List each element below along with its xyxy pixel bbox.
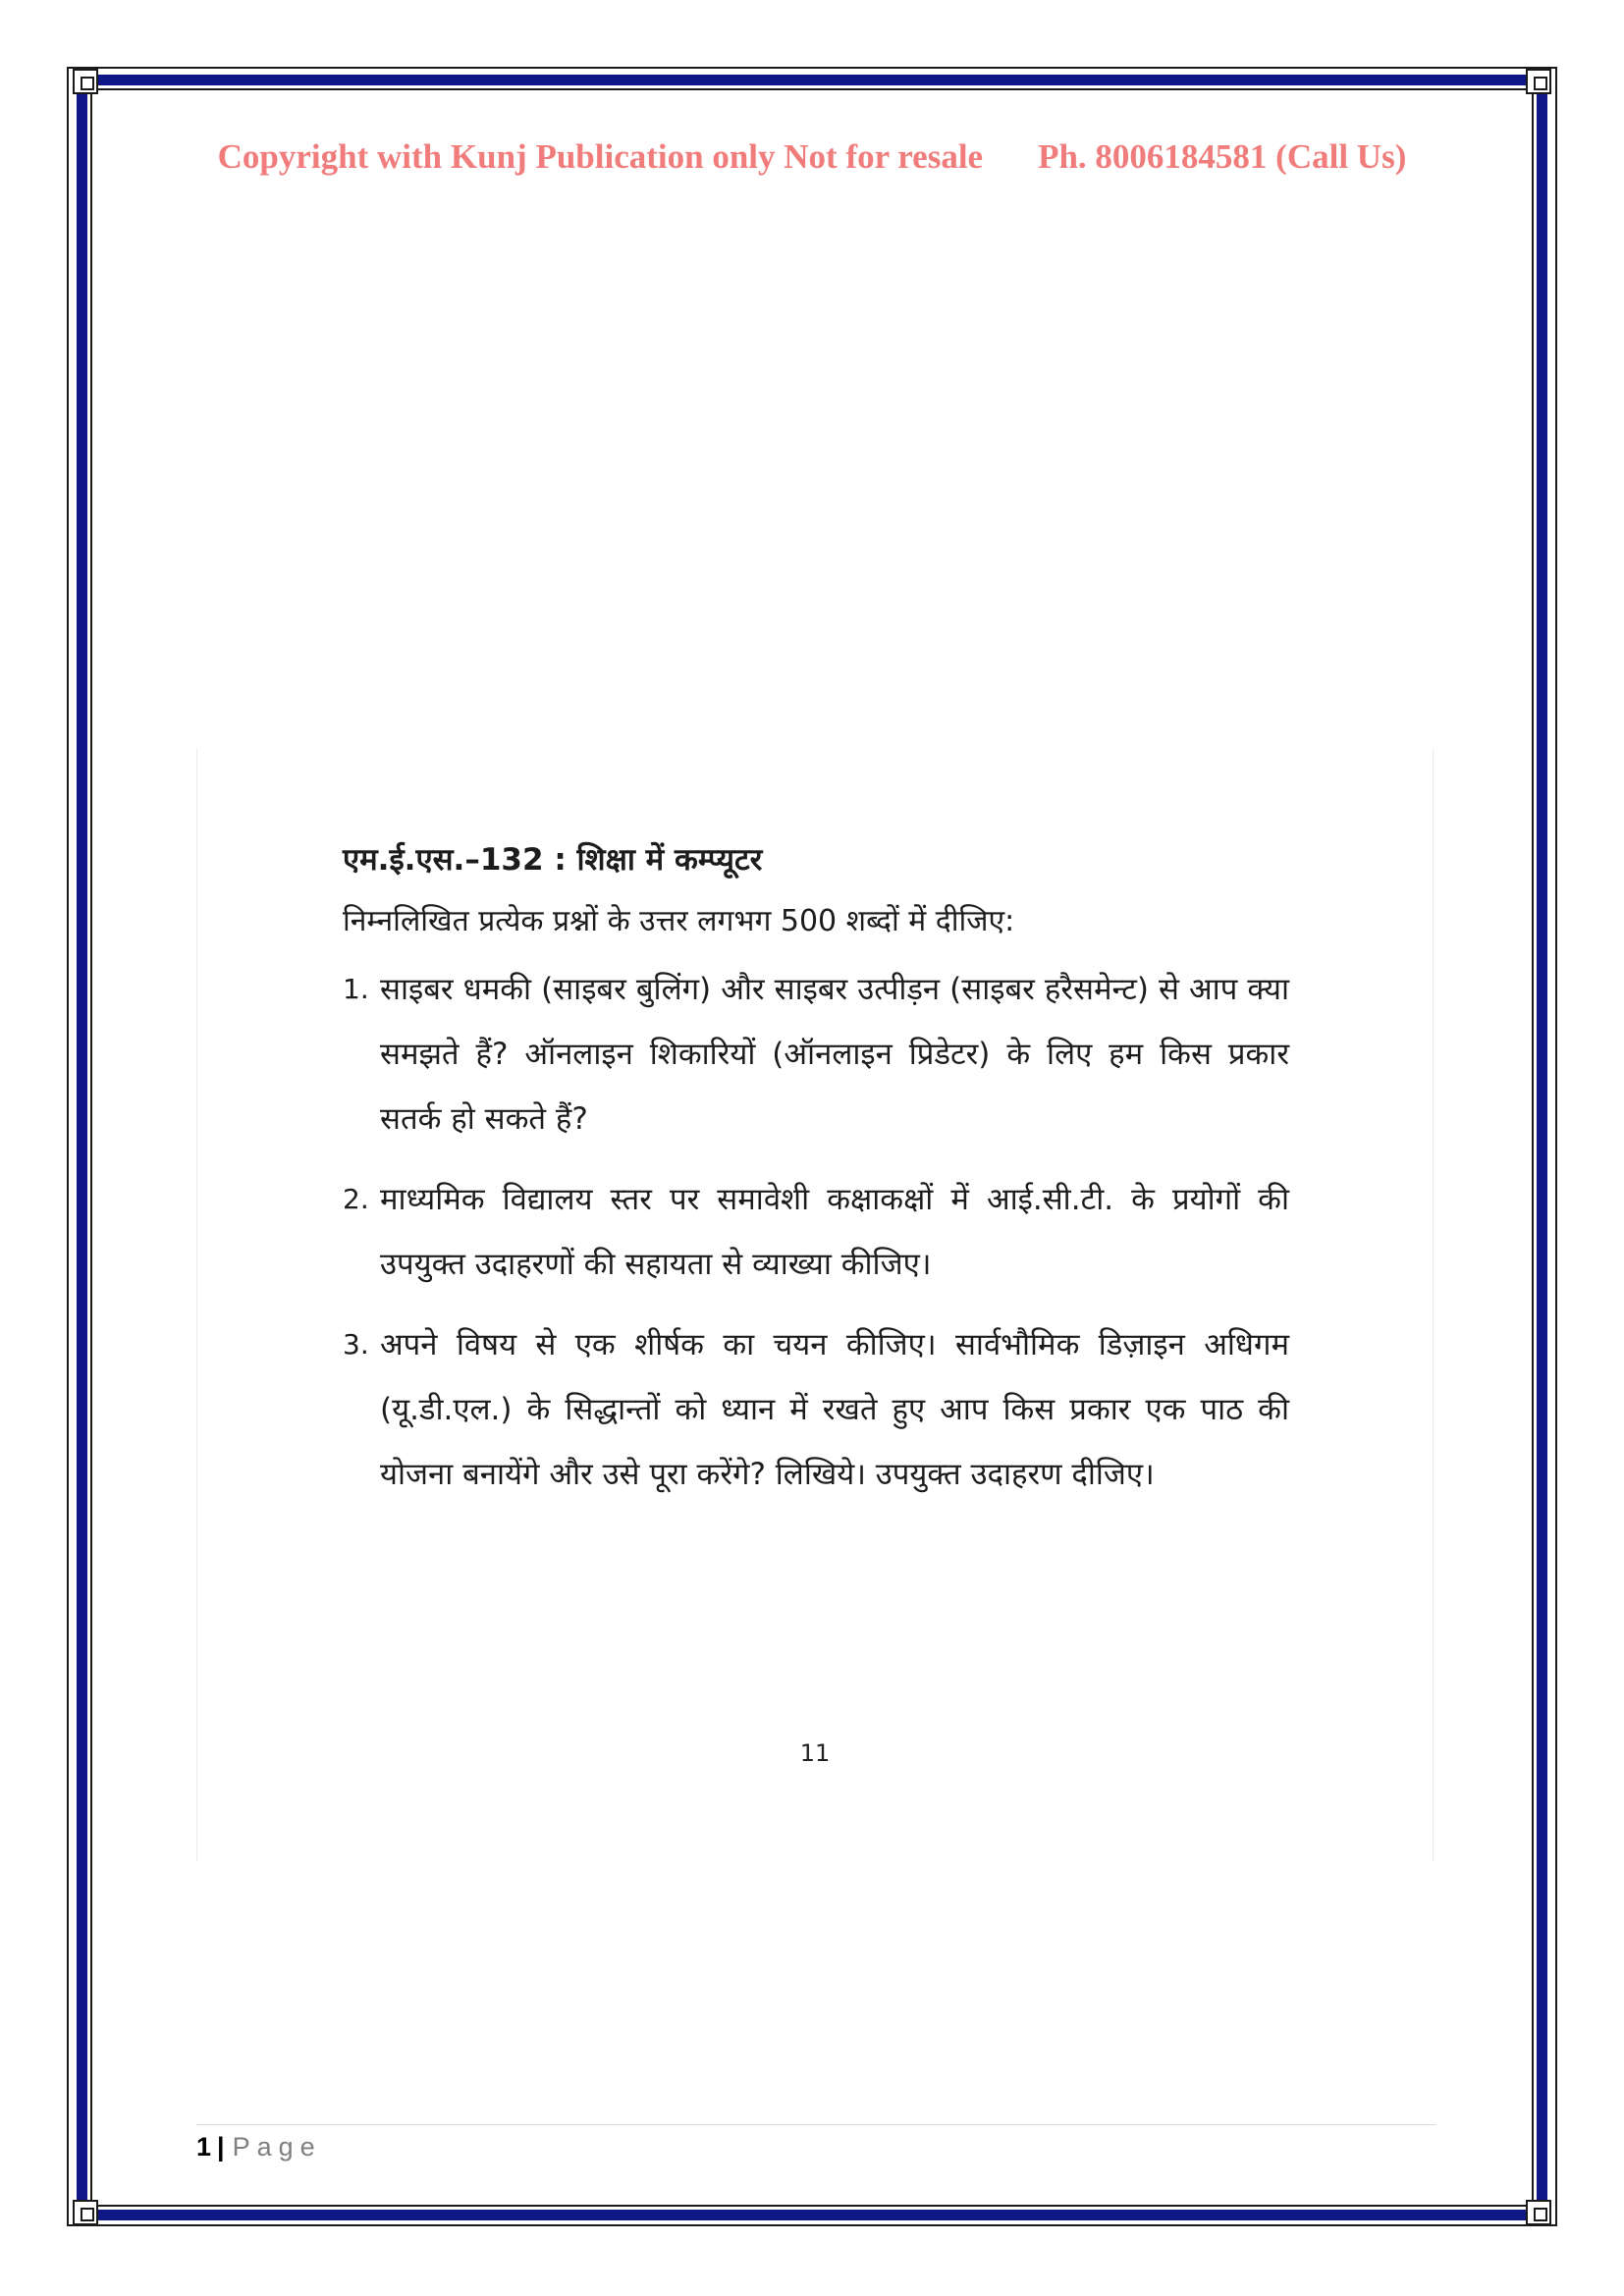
question-number: 3. (343, 1328, 369, 1361)
question-number: 2. (343, 1183, 369, 1215)
question-text: साइबर धमकी (साइबर बुलिंग) और साइबर उत्पीड़न (साइबर हरैसमेन्ट) से आप क्या समझते हैं? ऑनलाइन शिकारियों (ऑनलाइन प्रिडेटर) के लिए हम किस प्रकार सतर्क हो सकते हैं? (380, 972, 1289, 1137)
question-number: 1. (343, 973, 369, 1005)
page-footer (196, 2132, 322, 2163)
border-corner-ornament (1526, 2200, 1551, 2225)
footer-page-number: 1 (196, 2132, 212, 2162)
question-paper-content (343, 838, 1289, 1522)
contact-phone: Ph. 8006184581 (Call Us) (1038, 137, 1407, 176)
instruction-text: निम्नलिखित प्रत्येक प्रश्नों के उत्तर लगभग 500 शब्दों में दीजिए: (343, 904, 1015, 938)
course-title: एम.ई.एस.–132 : शिक्षा में कम्प्यूटर (343, 842, 763, 878)
question-item (343, 1167, 1289, 1297)
question-item (343, 957, 1289, 1151)
scanned-question-page (196, 748, 1434, 1861)
copyright-notice: Copyright with Kunj Publication only Not for resale (217, 137, 984, 176)
border-corner-ornament (73, 2200, 98, 2225)
border-corner-ornament (1526, 69, 1551, 94)
copyright-header (0, 137, 1624, 177)
footer-page-label: Page (232, 2132, 322, 2162)
question-text: माध्यमिक विद्यालय स्तर पर समावेशी कक्षाकक्षों में आई.सी.टी. के प्रयोगों की उपयुक्त उदाहरणों की सहायता से व्याख्या कीजिए। (380, 1182, 1289, 1282)
footer-divider (196, 2124, 1435, 2125)
footer-separator: | (217, 2132, 225, 2162)
border-corner-ornament (73, 69, 98, 94)
question-text: अपने विषय से एक शीर्षक का चयन कीजिए। सार्वभौमिक डिज़ाइन अधिगम (यू.डी.एल.) के सिद्धान्तों को ध्यान में रखते हुए आप किस प्रकार एक पाठ की योजना बनायेंगे और उसे पूरा करेंगे? लिखिये। उपयुक्त उदाहरण दीजिए। (380, 1327, 1289, 1492)
question-item (343, 1312, 1289, 1507)
scanned-page-number: 11 (799, 1739, 831, 1767)
